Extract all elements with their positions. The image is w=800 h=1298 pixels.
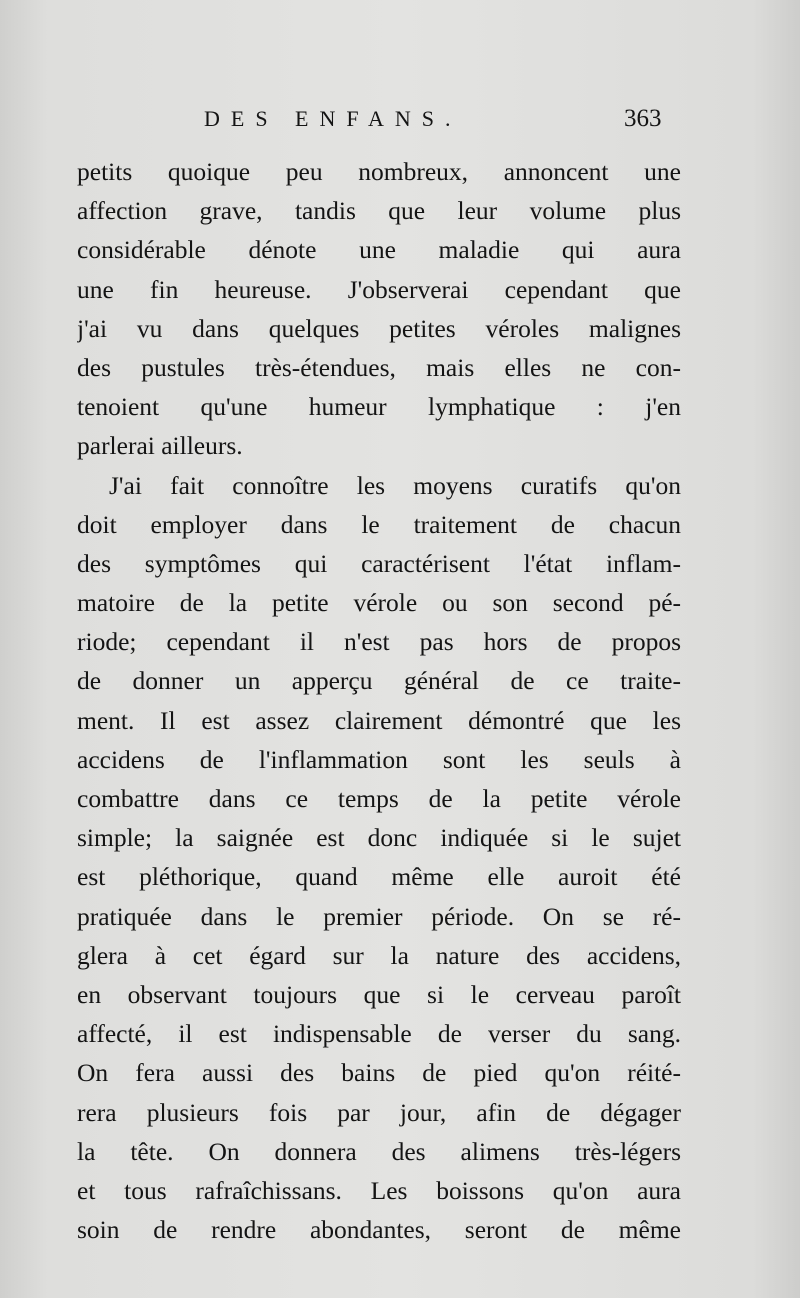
text-line: parlerai ailleurs. xyxy=(77,431,243,461)
paragraph-first-line: J'ai fait connoître les moyens curatifs qu'on xyxy=(109,470,681,500)
text-line: considérable dénote une maladie qui aura xyxy=(77,235,681,265)
text-line: tenoient qu'une humeur lymphatique : j'en xyxy=(77,392,681,422)
text-line: soin de rendre abondantes, seront de même xyxy=(77,1215,681,1245)
text-line: de donner un apperçu général de ce traite- xyxy=(77,666,681,696)
text-line: simple; la saignée est donc indiquée si le sujet xyxy=(77,823,681,853)
text-line: des symptômes qui caractérisent l'état inflam- xyxy=(77,548,681,578)
text-line: ment. Il est assez clairement démontré que les xyxy=(77,705,681,735)
text-line: la tête. On donnera des alimens très-légers xyxy=(77,1136,681,1166)
text-line: petits quoique peu nombreux, annoncent une xyxy=(77,157,681,186)
text-line: matoire de la petite vérole ou son second pé- xyxy=(77,588,681,618)
text-line: riode; cependant il n'est pas hors de propos xyxy=(77,627,681,657)
text-line: glera à cet égard sur la nature des accidens, xyxy=(77,940,681,970)
text-line: et tous rafraîchissans. Les boissons qu'on aura xyxy=(77,1175,681,1205)
text-line: affecté, il est indispensable de verser du sang. xyxy=(77,1019,681,1049)
text-line: des pustules très-étendues, mais elles ne con- xyxy=(77,352,681,382)
text-line: est pléthorique, quand même elle auroit été xyxy=(77,862,681,892)
text-line: en observant toujours que si le cerveau paroît xyxy=(77,979,681,1009)
text-line: rera plusieurs fois par jour, afin de dégager xyxy=(77,1097,681,1127)
text-line: pratiquée dans le premier période. On se ré- xyxy=(77,901,681,931)
text-line: On fera aussi des bains de pied qu'on réité- xyxy=(77,1058,681,1088)
running-head: DES ENFANS. xyxy=(204,106,462,131)
text-line: combattre dans ce temps de la petite vérole xyxy=(77,784,681,813)
page-header xyxy=(0,102,800,142)
text-line: affection grave, tandis que leur volume plus xyxy=(77,196,681,226)
text-line: accidens de l'inflammation sont les seuls à xyxy=(77,744,681,774)
body-text xyxy=(77,152,681,1249)
text-line: j'ai vu dans quelques petites véroles malignes xyxy=(77,313,681,343)
text-line: une fin heureuse. J'observerai cependant que xyxy=(77,274,681,304)
page-number: 363 xyxy=(624,105,662,132)
text-line: doit employer dans le traitement de chacun xyxy=(77,509,681,539)
